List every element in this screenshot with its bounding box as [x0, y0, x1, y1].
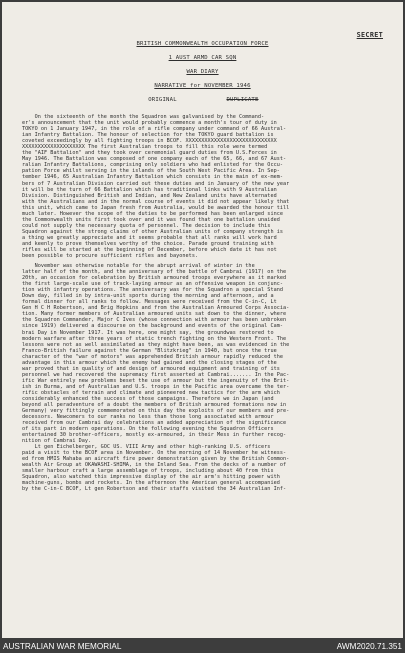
text-line: modern warfare after three years of static trench fighting on the Western Front. The — [22, 335, 287, 342]
text-line: Gen H C H Robertson, and Brig Hopkins and from the Australian Armoured Corps Associa- — [22, 305, 290, 312]
text-line: rific obstacles of terrain and climate and pioneered new tactics for the arm which — [22, 389, 280, 396]
text-line: ralian Infantry Battalions, comprising only soldiers who had enlisted for the Occu- — [22, 162, 284, 169]
text-line: entertained 30 brother-officers, mostly ex-armoured, in their Mess in further recog- — [22, 432, 287, 439]
text-line: the Commonwealth units first took over and it was found that one battalion unaided — [22, 216, 280, 223]
text-line: Lt gen Eichelberger, GOC US. VIII Army and other high-ranking U.S. officers — [22, 444, 271, 450]
text-line: it will be the turn of 66 Battalion which has traditional links with 9 Australian — [22, 186, 277, 193]
text-line: this unit, which came to Japan fresh from Australia, would be awarded the honour till — [22, 204, 290, 211]
text-line: been possible to procure sufficient rifles and bayonets. — [22, 253, 199, 260]
text-line: beyond all peradventure of a doubt the members of British armoured formations now in — [22, 402, 287, 409]
copy-original-label: ORIGINAL — [148, 97, 177, 103]
text-line: since 1919) delivered a discourse on the background and events of the original Cam- — [22, 323, 284, 330]
text-line: much later. However the scope of the duties to be performed has been enlarged since — [22, 210, 284, 217]
text-line: character of the "war of motors" was apprehended British armour rapidly reduced the — [22, 353, 284, 360]
header-unit: 1 AUST ARMD CAR SQN — [168, 55, 237, 61]
text-line: of its part in modern operations. On the following evening the Squadron Officers — [22, 426, 274, 433]
text-line: paid a visit to the BCOF area in November. On the morning of 14 November he witness- — [22, 450, 287, 457]
classification-label: SECRET — [356, 31, 383, 39]
copy-duplicate-label: DUPLICATE — [226, 97, 259, 103]
text-line: ed from HMIS Mahaba an aircraft fire power demonstration given by the British Common- — [22, 456, 290, 463]
text-line: tion. Many former members of Australian armoured units sat down to the dinner, where — [22, 311, 287, 318]
text-line: coveted exceedingly by all fighting troops in BCOF. XXXXXXXXXXXXXXXXXXXXXXXXXXXXX — [22, 138, 277, 145]
text-line: November was otherwise notable for the abrupt arrival of winter in the — [22, 263, 255, 269]
header-narrative: NARRATIVE for NOVEMBER 1946 — [154, 83, 251, 89]
text-line: Division. Distinguished British and Indian, and New Zealand units have alternated — [22, 192, 277, 199]
text-line: the Squadron Commander, Major C Ives (whose connection with armour has been unbroken — [22, 317, 287, 324]
text-line: ian Infantry Battalion. The honour of selection for the TOKYO guard battalion is — [22, 132, 274, 139]
text-line: personnel we had recovered the supremacy first asserted at Cambrai....... In the Pac- — [22, 371, 290, 378]
narrative-paragraph-1 — [22, 114, 392, 259]
text-line: war proved that in quality of and design of armoured equipment and training of its — [22, 365, 280, 372]
text-line: considerably enhanced the success of those campaigns. Therefore we in Japan (and — [22, 396, 274, 403]
text-line: On the sixteenth of the month the Squadron was galvanised by the Command- — [22, 114, 265, 120]
text-line: tion with infantry operations. The anniversary was for the Squadron a special Stand — [22, 287, 284, 294]
text-line: nition of Cambrai Day. — [22, 438, 92, 445]
narrative-paragraph-2 — [22, 263, 392, 444]
text-line: advantage in this armour which the enemy had gained and the closing stages of the — [22, 359, 277, 366]
archive-name: AUSTRALIAN WAR MEMORIAL — [3, 642, 122, 651]
text-line: and keenly to prove themselves worthy of the choice. Parade ground training with — [22, 240, 274, 247]
text-line: the first large-scale use of track-laying armour as an offensive weapon in conjunc- — [22, 281, 284, 288]
text-line: smaller harbour craft a large assemblage of troops, including about 40 from this — [22, 468, 274, 475]
text-line: could not supply the necessary quota of personnel. The decision to include this — [22, 222, 271, 229]
text-line: rifles will be started at the beginning of December, before which date it has not — [22, 247, 277, 254]
text-line: decessors. Newcomers to our ranks no less than those long associated with armour — [22, 414, 274, 421]
text-line: Squadron against the strong claims of other Australian units of company strength is — [22, 228, 284, 235]
text-line: machine-guns, bombs and rockets. In the afternoon the American general accompanied — [22, 480, 280, 487]
text-line: May 1946. The Battalion was composed of one company each of the 65, 66, and 67 Aust- — [22, 156, 287, 163]
text-line: lessons were not as well assimilated as they might have been, as was evidenced in the — [22, 341, 290, 348]
text-line: tember 1946, 65 Australian Infantry Battalion which consists in the main of ex-mem- — [22, 174, 284, 181]
text-line: Franco-British failure against the German "Blitzkrieg" in 1940, but once the true — [22, 347, 277, 354]
text-line: XXXXXXXXXXXXXXXXXXXX The first Australian troops to fill this role were termed — [22, 144, 268, 151]
text-line: received from our Cambrai day celebrations an added appreciation of the significance — [22, 420, 287, 427]
archive-footer — [0, 641, 405, 653]
text-line: pation Force whilst serving in the islands of the South West Pacific Area. In Sep- — [22, 168, 280, 175]
narrative-paragraph-3 — [22, 444, 392, 492]
text-line: ish in Burma, and of Australian and U.S. troops in the Pacific area overcame the ter- — [22, 383, 290, 390]
archive-reference: AWM2020.71.351 — [336, 642, 402, 651]
text-line: TOKYO on 1 January 1947, in the role of a rifle company under command of 66 Austral- — [22, 126, 287, 133]
text-line: by the C-in-C BCOF, Lt gen Robertson and their staffs visited the 34 Australian Inf- — [22, 486, 287, 493]
text-line: a thing we greatly appreciate and it seems probable that all ranks will work hard — [22, 234, 277, 241]
text-line: wealth Air Group at OKAWASHI-SHIMA, in the Inland Sea. From the decks of a number of — [22, 462, 287, 469]
document-page — [2, 2, 403, 638]
text-line: 20th, an occasion for celebration by British armoured troops everywhere as it marked — [22, 275, 287, 282]
header-formation: BRITISH COMMONWEALTH OCCUPATION FORCE — [136, 41, 269, 47]
text-line: with the Australians and in the normal course of events it did not appear likely that — [22, 198, 290, 205]
header-war-diary: WAR DIARY — [186, 69, 219, 75]
text-line: Squadron, also watched this impressive display of the air arm's hitting power with — [22, 474, 280, 481]
text-line: Down day, filled in by intra-unit sports during the morning and afternoon, and a — [22, 293, 274, 300]
text-line: brai Day in November 1917. It was here, one might say, the groundwas restored to — [22, 329, 274, 336]
text-line: er's announcement that the unit would probably commence a month's tour of duty in — [22, 120, 277, 127]
text-line: formal dinner for all ranks to follow. Messages were received from the C-in-C, Lt — [22, 299, 277, 306]
text-line: the "AIF Battalion" and they took over ceremonial guard duties from U.S.Forces in — [22, 150, 277, 157]
text-line: latter half of the month, and the anniversary of the battle of Cambrai (1917) on the — [22, 269, 287, 276]
text-line: ific War entirely new problems beset the use of armour but the ingenuity of the Brit- — [22, 377, 290, 384]
text-line: Germany) very fittingly commemorated on this day the exploits of our members and pre- — [22, 408, 290, 415]
text-line: bers of 7 Australian Division carried out these duties and in January of the new year — [22, 180, 290, 187]
